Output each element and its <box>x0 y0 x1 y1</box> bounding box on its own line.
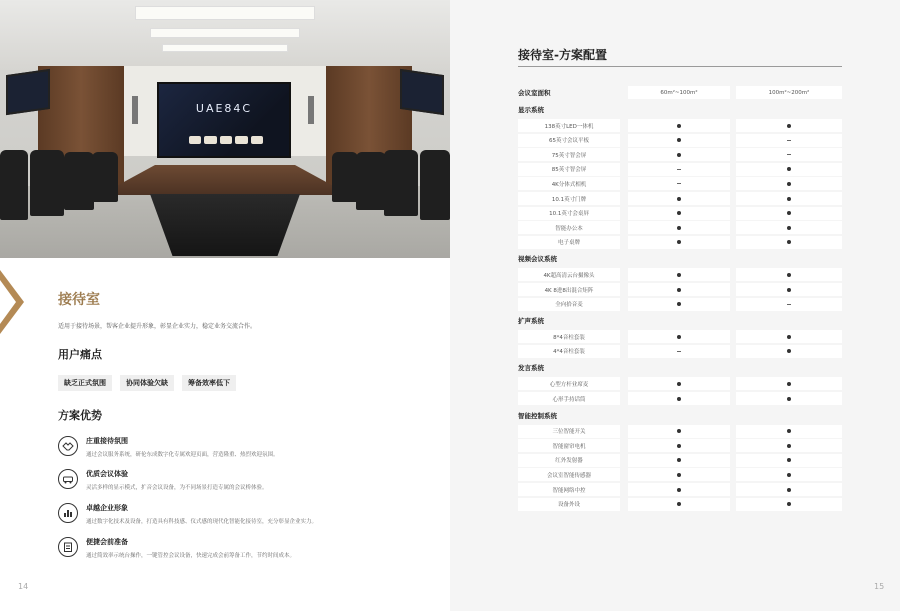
right-page <box>450 0 900 611</box>
pain-tag: 协同体验欠缺 <box>120 375 174 391</box>
ceiling-light <box>162 44 288 52</box>
mark-small <box>628 134 730 147</box>
item-label: 75英寸智会屏 <box>518 148 620 161</box>
included-dot <box>677 302 681 306</box>
config-title: 接待室-方案配置 <box>518 48 607 62</box>
item-label: 4*4音柱套装 <box>518 345 620 358</box>
item-label: 全向拾音麦 <box>518 298 620 311</box>
config-row <box>518 268 844 281</box>
advantage-item <box>58 503 418 531</box>
included-dot <box>787 397 791 401</box>
config-row <box>518 468 844 481</box>
mark-small <box>628 425 730 438</box>
included-dot <box>677 273 681 277</box>
mark-small <box>628 392 730 405</box>
speaker <box>132 96 138 124</box>
config-row <box>518 377 844 390</box>
item-label: 智能窗帘电机 <box>518 439 620 452</box>
not-included-dash <box>787 140 791 141</box>
included-dot <box>787 429 791 433</box>
mark-small <box>628 207 730 220</box>
item-label: 会议室智能传感器 <box>518 468 620 481</box>
table-base <box>150 194 300 256</box>
conference-table <box>100 165 350 195</box>
chair <box>92 152 118 202</box>
intro-text: 适用于接待场景，帮客企业提升形象，彰显企业实力，稳定业务交流合作。 <box>58 323 257 330</box>
mark-small <box>628 345 730 358</box>
included-dot <box>787 226 791 230</box>
chair <box>64 152 94 210</box>
included-dot <box>787 473 791 477</box>
chair <box>30 150 64 216</box>
item-label: 4K 8进8出混合矩阵 <box>518 283 620 296</box>
mark-large <box>736 330 842 343</box>
area-row <box>518 86 844 99</box>
mark-large <box>736 345 842 358</box>
item-label: 4K超高清云台摄像头 <box>518 268 620 281</box>
item-label: 三位智能开关 <box>518 425 620 438</box>
included-dot <box>677 124 681 128</box>
ceiling-light <box>150 28 300 38</box>
mark-large <box>736 119 842 132</box>
config-row <box>518 454 844 467</box>
item-label: 138英寸LED一体机 <box>518 119 620 132</box>
included-dot <box>787 240 791 244</box>
mark-small <box>628 268 730 281</box>
handshake-icon <box>58 436 78 456</box>
included-dot <box>677 211 681 215</box>
area-col-small: 60m²~100m² <box>628 86 730 99</box>
main-display <box>157 82 291 158</box>
mark-large <box>736 148 842 161</box>
item-label: 8*4音柱套装 <box>518 330 620 343</box>
mark-small <box>628 177 730 190</box>
mark-large <box>736 468 842 481</box>
mark-large <box>736 207 842 220</box>
not-included-dash <box>787 304 791 305</box>
advantage-title: 庄重接待氛围 <box>86 437 128 445</box>
item-label: 心型方杆业席麦 <box>518 377 620 390</box>
mark-large <box>736 439 842 452</box>
advantage-desc: 灵活多样的显示模式，扩音会议设备，为不同场景打造专属的会议桥体验。 <box>86 485 268 491</box>
mark-large <box>736 298 842 311</box>
included-dot <box>787 273 791 277</box>
area-label: 会议室面积 <box>518 89 551 97</box>
mark-large <box>736 221 842 234</box>
pain-heading: 用户痛点 <box>58 348 102 361</box>
included-dot <box>787 335 791 339</box>
chair <box>384 150 418 216</box>
included-dot <box>677 429 681 433</box>
section-heading: 显示系统 <box>518 106 544 114</box>
meeting-room-photo <box>0 0 450 258</box>
side-display <box>400 69 444 115</box>
included-dot <box>677 488 681 492</box>
item-label: 电子桌牌 <box>518 236 620 249</box>
included-dot <box>677 240 681 244</box>
mark-large <box>736 483 842 496</box>
included-dot <box>677 458 681 462</box>
mark-small <box>628 119 730 132</box>
config-row <box>518 298 844 311</box>
not-included-dash <box>677 183 681 184</box>
included-dot <box>677 288 681 292</box>
advantage-item <box>58 537 418 565</box>
mark-small <box>628 298 730 311</box>
page-title: 接待室 <box>58 292 100 308</box>
advantage-item <box>58 436 418 464</box>
included-dot <box>677 197 681 201</box>
item-label: 10.1英寸会桌屏 <box>518 207 620 220</box>
advantage-title: 便捷会前准备 <box>86 538 128 546</box>
included-dot <box>787 167 791 171</box>
ceiling-light <box>135 6 315 20</box>
section-heading: 视频会议系统 <box>518 255 557 264</box>
chair <box>356 152 386 210</box>
advantage-title: 优质会议体验 <box>86 470 128 478</box>
mark-large <box>736 163 842 176</box>
mark-large <box>736 392 842 405</box>
not-included-dash <box>677 169 681 170</box>
building-chart-icon <box>58 503 78 523</box>
advantage-desc: 通过会议服务系统，研伦东成数字化专属欢迎页面，营造隆重、热烈欢迎氛围。 <box>86 452 279 458</box>
included-dot <box>677 335 681 339</box>
item-label: 心形手持话筒 <box>518 392 620 405</box>
config-row <box>518 439 844 452</box>
config-row <box>518 148 844 161</box>
item-label: 红外发射器 <box>518 454 620 467</box>
mark-small <box>628 468 730 481</box>
mark-large <box>736 283 842 296</box>
mark-small <box>628 236 730 249</box>
advantage-item <box>58 469 418 497</box>
mark-large <box>736 454 842 467</box>
item-label: 设备外设 <box>518 498 620 511</box>
advantage-heading: 方案优势 <box>58 409 102 422</box>
included-dot <box>787 502 791 506</box>
config-row <box>518 134 844 147</box>
included-dot <box>787 124 791 128</box>
included-dot <box>677 473 681 477</box>
included-dot <box>787 182 791 186</box>
mark-large <box>736 377 842 390</box>
config-row <box>518 425 844 438</box>
side-display <box>6 69 50 115</box>
item-label: 65英寸会议平板 <box>518 134 620 147</box>
included-dot <box>677 153 681 157</box>
mark-small <box>628 148 730 161</box>
pain-tag: 缺乏正式氛围 <box>58 375 112 391</box>
mark-small <box>628 498 730 511</box>
item-label: 10.1英寸门牌 <box>518 192 620 205</box>
config-row <box>518 345 844 358</box>
calendar-doc-icon <box>58 537 78 557</box>
section-heading: 发言系统 <box>518 364 544 373</box>
item-label: 85英寸智会屏 <box>518 163 620 176</box>
not-included-dash <box>677 351 681 352</box>
chair <box>420 150 450 220</box>
config-row <box>518 163 844 176</box>
included-dot <box>677 138 681 142</box>
included-dot <box>787 382 791 386</box>
display-text: UAE84C <box>195 102 253 115</box>
advantage-desc: 通过数字化技术及设备，打造具有科技感、仪式感的现代化智能化接待室，充分彰显企业实力。 <box>86 519 318 525</box>
mark-large <box>736 425 842 438</box>
included-dot <box>787 288 791 292</box>
included-dot <box>677 382 681 386</box>
mark-small <box>628 163 730 176</box>
advantage-desc: 通过简效率示统台操作，一键管控会议设备，快速完成会前筹备工作，节约时间成本。 <box>86 553 296 559</box>
section-heading: 智能控制系统 <box>518 411 557 420</box>
mark-large <box>736 268 842 281</box>
mark-small <box>628 377 730 390</box>
chevron-decoration <box>0 270 24 334</box>
pain-list <box>58 375 236 391</box>
included-dot <box>787 197 791 201</box>
config-row <box>518 207 844 220</box>
included-dot <box>787 444 791 448</box>
mark-small <box>628 330 730 343</box>
section-heading: 扩声系统 <box>518 317 544 326</box>
car-icon <box>58 469 78 489</box>
item-label: 智能网络中控 <box>518 483 620 496</box>
speaker <box>308 96 314 124</box>
title-divider <box>518 66 842 67</box>
config-row <box>518 283 844 296</box>
config-row <box>518 498 844 511</box>
mark-large <box>736 192 842 205</box>
advantage-title: 卓越企业形象 <box>86 504 128 512</box>
display-app-row <box>189 136 263 144</box>
included-dot <box>677 444 681 448</box>
config-row <box>518 483 844 496</box>
chair <box>332 152 358 202</box>
config-row <box>518 221 844 234</box>
included-dot <box>677 226 681 230</box>
pain-tag: 筹备效率低下 <box>182 375 236 391</box>
mark-small <box>628 439 730 452</box>
mark-large <box>736 236 842 249</box>
mark-small <box>628 192 730 205</box>
config-row <box>518 177 844 190</box>
mark-large <box>736 134 842 147</box>
config-row <box>518 119 844 132</box>
included-dot <box>677 502 681 506</box>
mark-small <box>628 283 730 296</box>
mark-small <box>628 221 730 234</box>
included-dot <box>787 211 791 215</box>
config-row <box>518 392 844 405</box>
config-row <box>518 236 844 249</box>
mark-large <box>736 498 842 511</box>
item-label: 4K分体式相机 <box>518 177 620 190</box>
item-label: 智能办公本 <box>518 221 620 234</box>
area-col-large: 100m²~200m² <box>736 86 842 99</box>
mark-large <box>736 177 842 190</box>
page-number: 14 <box>18 582 29 591</box>
chair <box>0 150 28 220</box>
included-dot <box>787 349 791 353</box>
page-number: 15 <box>874 582 885 591</box>
included-dot <box>677 397 681 401</box>
included-dot <box>787 488 791 492</box>
mark-small <box>628 454 730 467</box>
not-included-dash <box>787 154 791 155</box>
included-dot <box>787 458 791 462</box>
mark-small <box>628 483 730 496</box>
config-row <box>518 330 844 343</box>
config-row <box>518 192 844 205</box>
